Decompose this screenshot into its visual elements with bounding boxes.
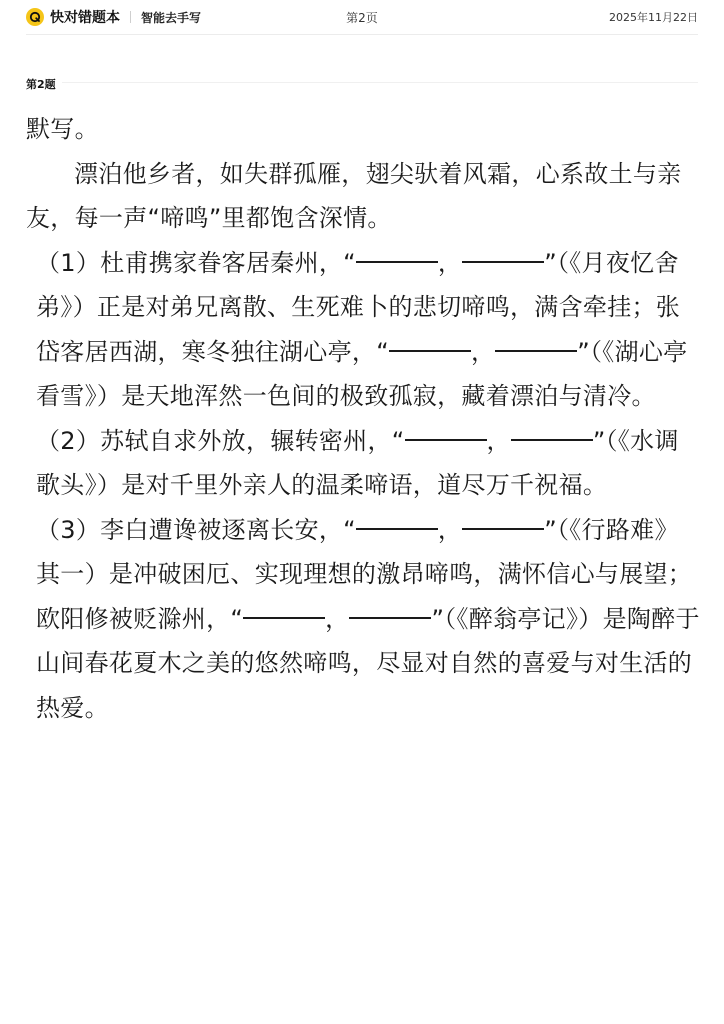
comma: ， <box>470 337 496 366</box>
slogan: 智能去手写 <box>141 10 202 25</box>
sub-question-number: （2） <box>36 426 101 455</box>
question-number <box>26 76 698 90</box>
sub-question-text: ”（《月夜忆舍弟》）正是对弟兄离散、生死难卜的悲切啼鸣，满含牵挂；张岱客居西湖，寒冬独往湖心亭，“ <box>36 248 681 366</box>
answer-blank[interactable] <box>356 260 438 263</box>
sub-question-text: ”（《醉翁亭记》）是陶醉于山间春花夏木之美的悠然啼鸣，尽显对自然的喜爱与对生活的热爱。 <box>36 604 700 722</box>
sub-question-1 <box>26 241 700 419</box>
brand <box>26 7 201 27</box>
question-number-label: 第2题 <box>26 78 62 91</box>
sub-question-3 <box>26 508 700 731</box>
sub-question-text: ”（《湖心亭看雪》）是天地浑然一色间的极致孤寂，藏着漂泊与清冷。 <box>36 337 688 410</box>
page-number: 第2页 <box>346 10 378 25</box>
sub-question-text: ”（《水调歌头》）是对千里外亲人的温柔啼语，道尽万千祝福。 <box>36 426 679 499</box>
header-divider <box>130 11 131 23</box>
sub-question-text: 苏轼自求外放，辗转密州，“ <box>100 426 405 455</box>
comma: ， <box>437 515 463 544</box>
sub-question-text: 杜甫携家眷客居秦州，“ <box>100 248 356 277</box>
sub-question-2 <box>26 419 700 508</box>
answer-blank[interactable] <box>349 616 431 619</box>
intro-paragraph: 漂泊他乡者，如失群孤雁，翅尖驮着风霜，心系故土与亲友，每一声“啼鸣”里都饱含深情。 <box>26 159 682 232</box>
answer-blank[interactable] <box>495 349 577 352</box>
answer-blank[interactable] <box>462 527 544 530</box>
answer-blank[interactable] <box>243 616 325 619</box>
answer-blank[interactable] <box>356 527 438 530</box>
check-circle-icon <box>26 8 44 26</box>
print-date: 2025年11月22日 <box>609 11 698 24</box>
comma: ， <box>325 604 350 633</box>
page-header <box>26 0 698 35</box>
question-body <box>26 107 700 730</box>
comma: ， <box>437 248 463 277</box>
answer-blank[interactable] <box>511 438 593 441</box>
brand-name: 快对错题本 <box>50 10 120 26</box>
answer-blank[interactable] <box>462 260 544 263</box>
sub-question-text: ”（《行路难》其一）是冲破困厄、实现理想的激昂啼鸣，满怀信心与展望；欧阳修被贬滁州，“ <box>36 515 693 633</box>
comma: ， <box>486 426 511 455</box>
answer-blank[interactable] <box>389 349 471 352</box>
instruction: 默写。 <box>26 115 99 143</box>
sub-question-number: （1） <box>36 248 101 277</box>
sub-question-number: （3） <box>36 515 101 544</box>
answer-blank[interactable] <box>405 438 487 441</box>
sub-question-text: 李白遭谗被逐离长安，“ <box>100 515 356 544</box>
